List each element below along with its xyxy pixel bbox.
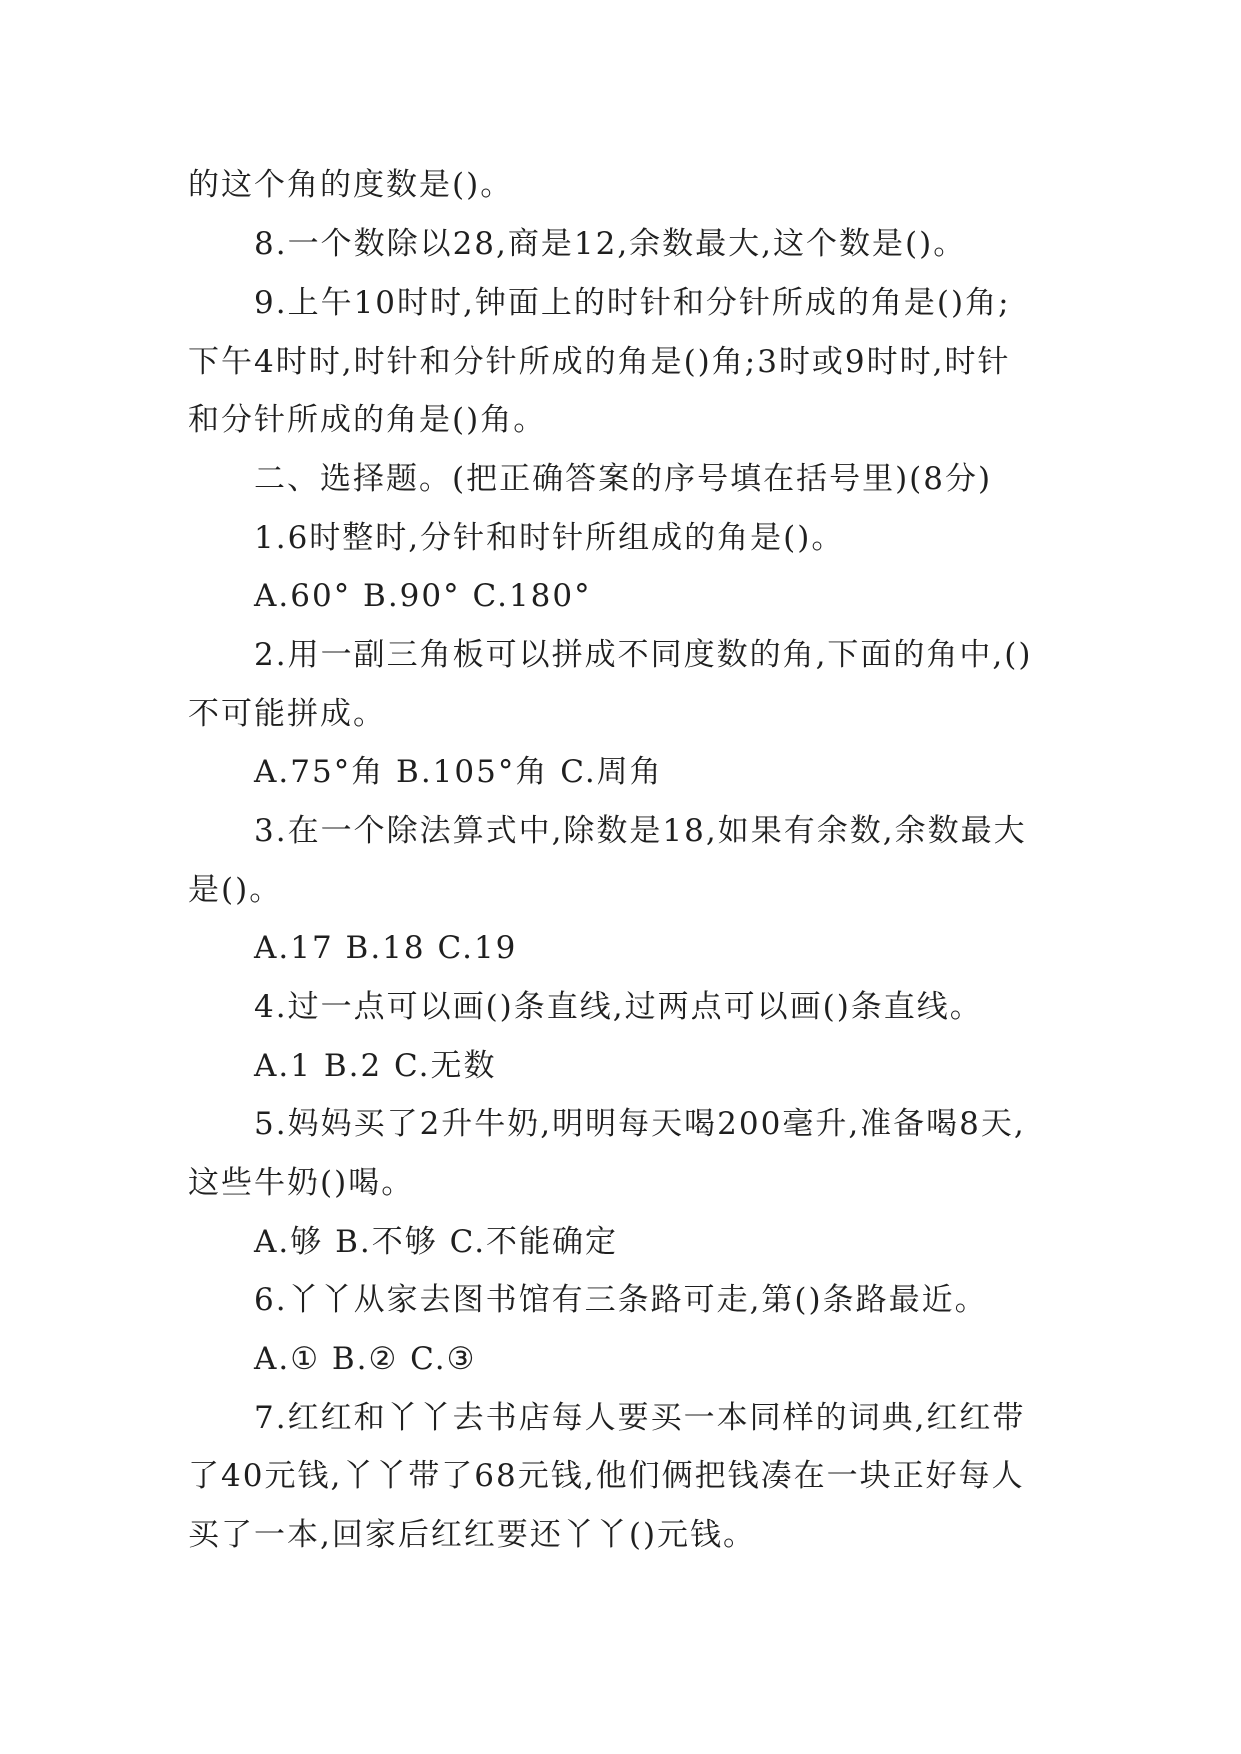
section-heading: 二、选择题。(把正确答案的序号填在括号里)(8分) xyxy=(254,461,993,497)
text-line: 不可能拼成。 xyxy=(188,696,386,732)
question-2: 2.用一副三角板可以拼成不同度数的角,下面的角中,() xyxy=(254,637,1033,673)
question-1: 1.6时整时,分针和时针所组成的角是()。 xyxy=(254,520,845,556)
question-4: 4.过一点可以画()条直线,过两点可以画()条直线。 xyxy=(254,989,983,1025)
question-6: 6.丫丫从家去图书馆有三条路可走,第()条路最近。 xyxy=(254,1282,988,1318)
text-line: 的这个角的度数是()。 xyxy=(188,167,514,203)
text-line: 这些牛奶()喝。 xyxy=(188,1165,415,1201)
text-line: 了40元钱,丫丫带了68元钱,他们俩把钱凑在一块正好每人 xyxy=(188,1458,1025,1494)
text-line: 下午4时时,时针和分针所成的角是()角;3时或9时时,时针 xyxy=(188,344,1011,380)
text-line: 和分针所成的角是()角。 xyxy=(188,402,547,438)
options-2: A.75°角 B.105°角 C.周角 xyxy=(254,754,663,790)
options-1: A.60° B.90° C.180° xyxy=(254,578,592,614)
question-8: 8.一个数除以28,商是12,余数最大,这个数是()。 xyxy=(254,226,967,262)
options-3: A.17 B.18 C.19 xyxy=(254,930,518,966)
question-7: 7.红红和丫丫去书店每人要买一本同样的词典,红红带 xyxy=(254,1400,1026,1436)
text-line: 买了一本,回家后红红要还丫丫()元钱。 xyxy=(188,1517,757,1553)
options-6: A.① B.② C.③ xyxy=(254,1341,477,1377)
question-9: 9.上午10时时,钟面上的时针和分针所成的角是()角; xyxy=(254,285,1011,321)
text-line: 是()。 xyxy=(188,872,283,908)
question-5: 5.妈妈买了2升牛奶,明明每天喝200毫升,准备喝8天, xyxy=(254,1106,1026,1142)
options-4: A.1 B.2 C.无数 xyxy=(254,1048,497,1084)
question-3: 3.在一个除法算式中,除数是18,如果有余数,余数最大 xyxy=(254,813,1027,849)
options-5: A.够 B.不够 C.不能确定 xyxy=(254,1224,619,1260)
